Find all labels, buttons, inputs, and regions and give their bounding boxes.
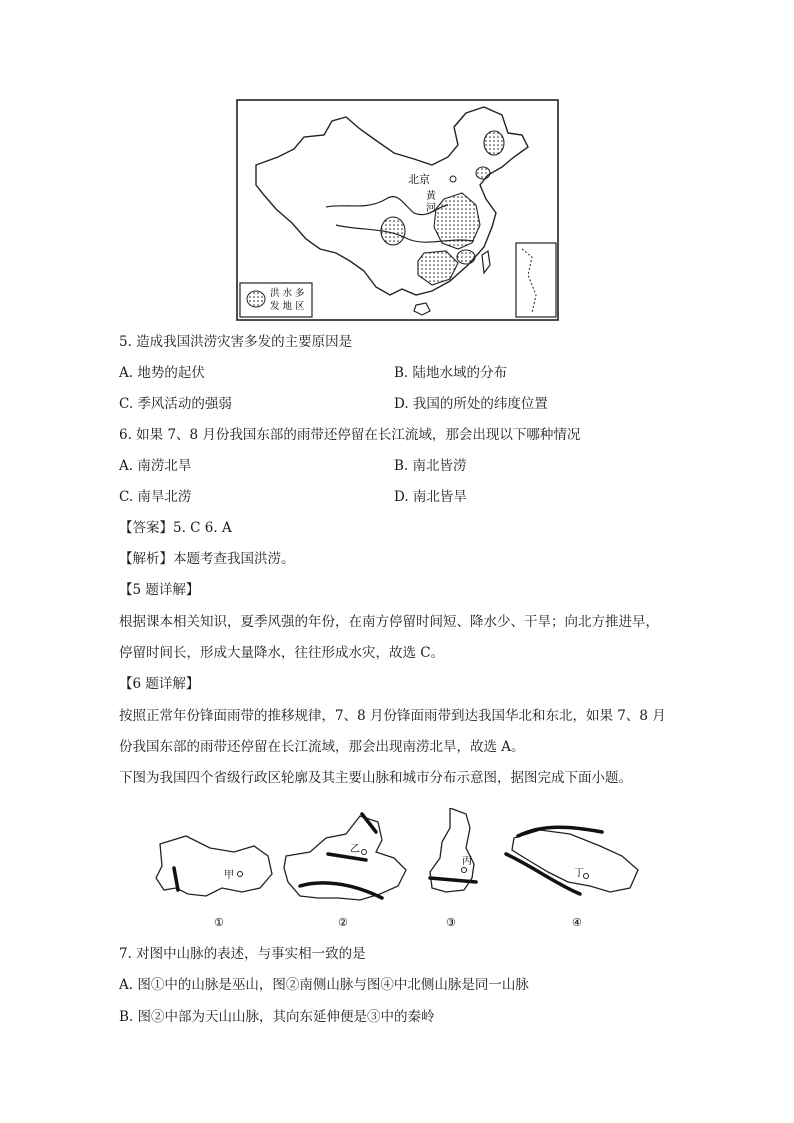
q5-option-b: B. 陆地水域的分布 <box>394 365 508 381</box>
q6-option-a: A. 南涝北旱 <box>119 458 192 474</box>
q6-stem: 6. 如果 7、8 月份我国东部的雨带还停留在长江流域，那会出现以下哪种情况 <box>119 427 581 443</box>
yellow-river-label-1: 黄 <box>426 191 436 202</box>
figure-num-3: ③ <box>446 916 456 929</box>
city-yi-label: 乙 <box>350 844 360 855</box>
yellow-river-label-2: 河 <box>426 203 436 214</box>
city-bing-label: 丙 <box>462 856 472 867</box>
q5-stem: 5. 造成我国洪涝灾害多发的主要原因是 <box>119 334 353 350</box>
detail5-line2: 停留时间长，形成大量降水，往往形成水灾，故选 C。 <box>119 645 445 661</box>
figure-num-1: ① <box>214 916 224 929</box>
figure-num-4: ④ <box>572 916 582 929</box>
answer-line: 【答案】5. C 6. A <box>119 520 232 536</box>
city-jia-label: 甲 <box>224 870 234 881</box>
province-2 <box>284 814 406 929</box>
province-1 <box>156 836 272 929</box>
figure-num-2: ② <box>338 916 348 929</box>
q6-option-d: D. 南北皆旱 <box>394 489 467 505</box>
q7-stem: 7. 对图中山脉的表述，与事实相一致的是 <box>119 946 366 962</box>
q6-option-c: C. 南旱北涝 <box>119 489 192 505</box>
legend-line1: 洪 水 多 <box>270 288 305 299</box>
detail6-heading: 【6 题详解】 <box>119 676 200 692</box>
detail5-heading: 【5 题详解】 <box>119 582 200 598</box>
province-outlines-figure <box>150 808 650 933</box>
detail6-line2: 份我国东部的雨带还停留在长江流域，那会出现南涝北旱，故选 A。 <box>119 739 525 755</box>
q6-option-b: B. 南北皆涝 <box>394 458 467 474</box>
legend-line2: 发 地 区 <box>270 301 305 312</box>
q7-option-a: A. 图①中的山脉是巫山，图②南侧山脉与图④中北侧山脉是同一山脉 <box>119 977 529 993</box>
province-4 <box>506 827 638 929</box>
q5-option-d: D. 我国的所处的纬度位置 <box>394 396 548 412</box>
legend-swatch <box>247 291 265 307</box>
intro-figure2: 下图为我国四个省级行政区轮廓及其主要山脉和城市分布示意图，据图完成下面小题。 <box>119 770 632 786</box>
city-ding-label: 丁 <box>574 868 584 879</box>
q7-option-b: B. 图②中部为天山山脉，其向东延伸便是③中的秦岭 <box>119 1009 435 1025</box>
detail5-line1: 根据课本相关知识，夏季风强的年份，在南方停留时间短、降水少、干旱；向北方推进早， <box>119 614 659 630</box>
detail6-line1: 按照正常年份锋面雨带的推移规律，7、8 月份锋面雨带到达我国华北和东北，如果 7、8 月 <box>119 708 666 724</box>
q5-option-a: A. 地势的起伏 <box>119 365 205 381</box>
analysis-line: 【解析】本题考查我国洪涝。 <box>119 551 295 567</box>
south-china-sea-inset <box>516 243 556 317</box>
q5-option-c: C. 季风活动的强弱 <box>119 396 232 412</box>
china-flood-map <box>236 99 559 321</box>
beijing-label: 北京 <box>408 173 430 186</box>
province-3 <box>430 808 476 929</box>
beijing-marker <box>450 176 456 182</box>
